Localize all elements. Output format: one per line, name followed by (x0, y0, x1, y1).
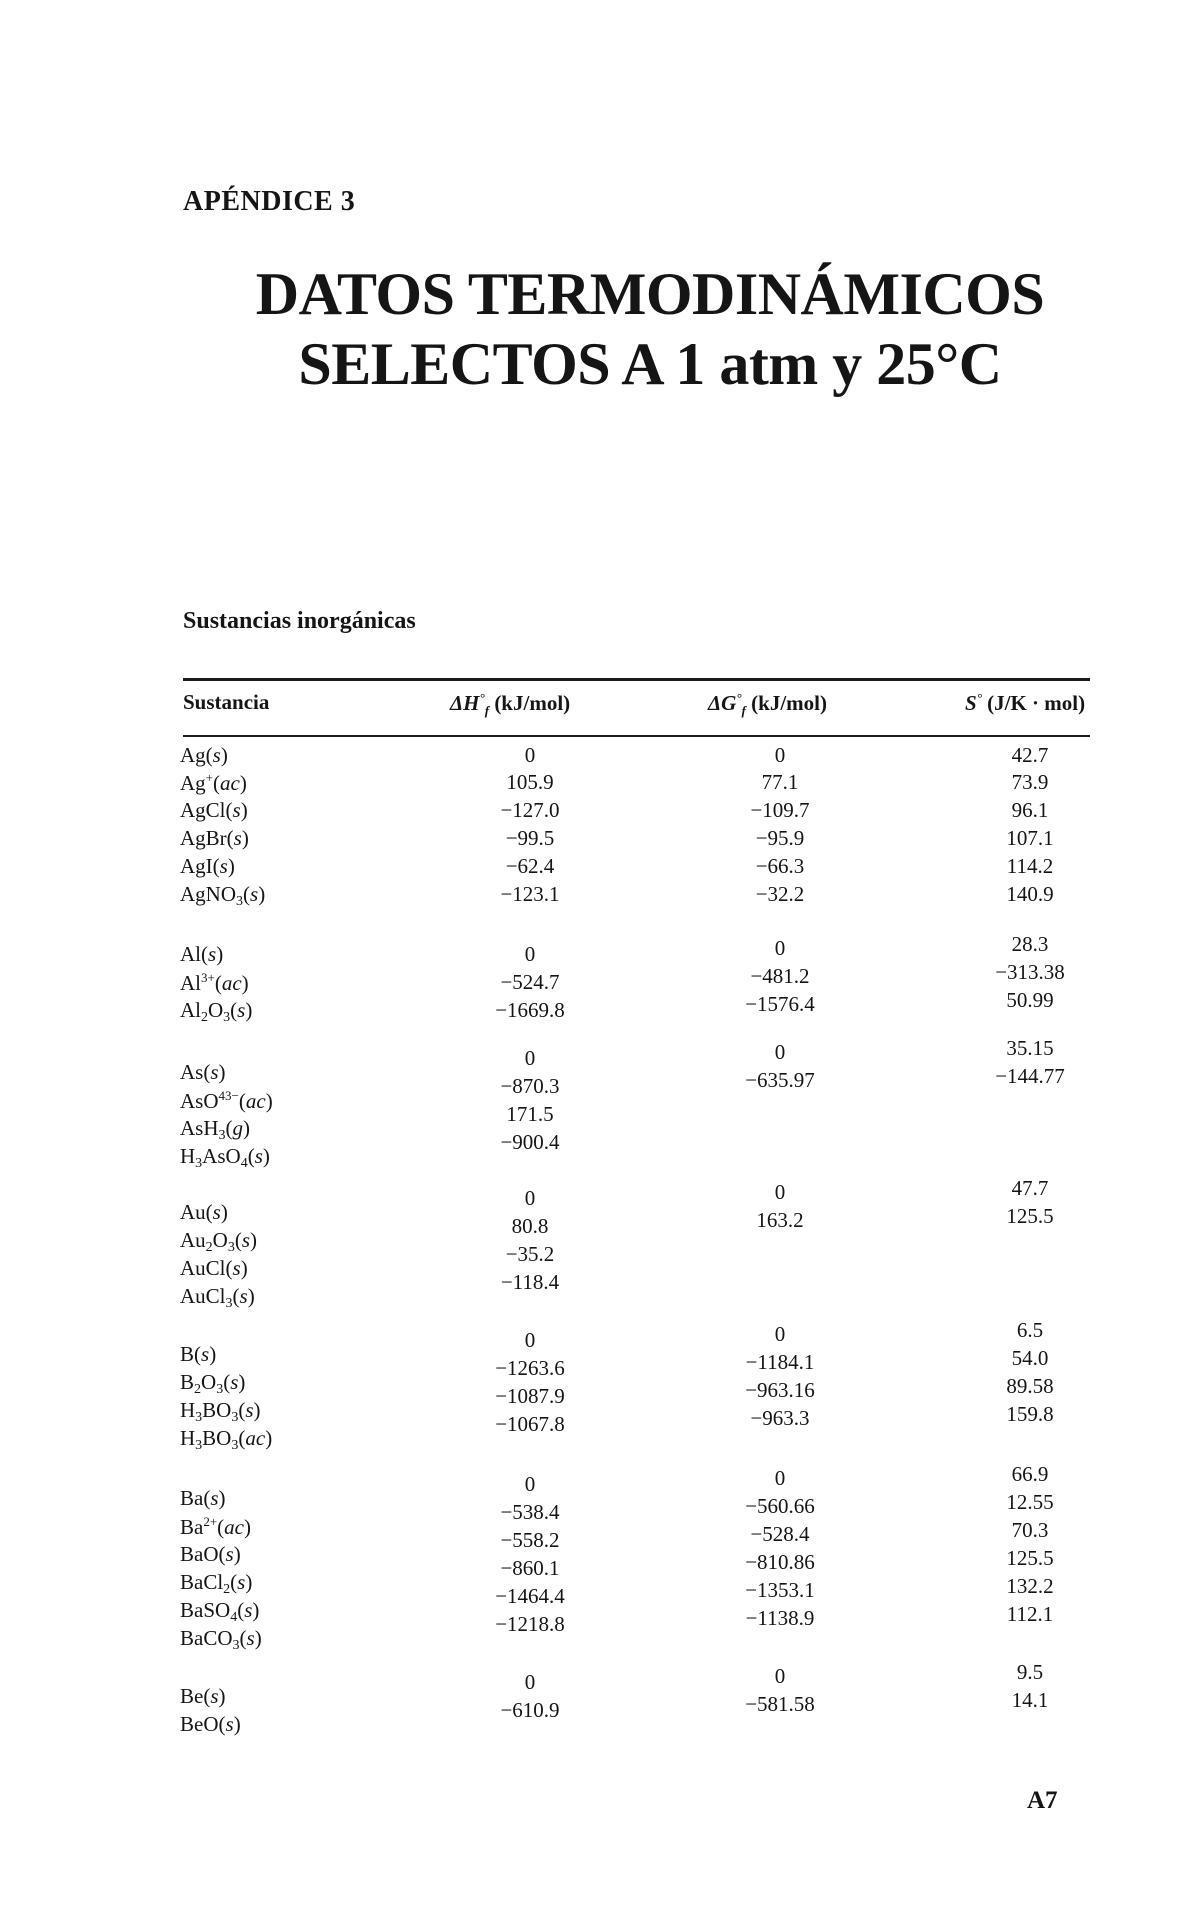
enthalpy-value: −1067.8 (495, 1412, 565, 1436)
enthalpy-value: 105.9 (506, 770, 554, 794)
substance-name: BeO(s) (180, 1712, 241, 1736)
column-header-enthalpy: $\Delta H^\circ_f$ (kJ/mol) (450, 690, 571, 719)
page-title-line-2: SELECTOS A 1 atm y 25°C (298, 331, 1002, 397)
section-heading: Sustancias inorgánicas (183, 608, 416, 634)
enthalpy-value: 0 (524, 1328, 536, 1352)
entropy-value: 9.5 (1016, 1660, 1044, 1684)
column-header-gibbs: $\Delta G^\circ_f$ (kJ/mol) (708, 690, 827, 719)
gibbs-value: −810.86 (745, 1550, 815, 1574)
substance-name: As(s) (180, 1060, 226, 1084)
entropy-value: 112.1 (1006, 1602, 1054, 1626)
substance-name: AsO$^{43-}$(ac) (180, 1088, 273, 1113)
substance-name: Al(s) (180, 942, 224, 966)
gibbs-value: 0 (774, 743, 786, 767)
entropy-value: 132.2 (1006, 1574, 1054, 1598)
entropy-value: 14.1 (1011, 1688, 1049, 1712)
substance-name: Ag(s) (180, 743, 228, 767)
substance-name: $Au_2O_3(s)$ (180, 1228, 258, 1255)
substance-name: BaCO$_3$(s) (180, 1626, 262, 1653)
substance-name: Ag+(ac) (180, 770, 247, 795)
gibbs-value: −481.2 (750, 964, 810, 988)
page-number: A7 (1027, 1787, 1058, 1814)
enthalpy-value: −62.4 (505, 854, 555, 878)
enthalpy-value: 0 (524, 1472, 536, 1496)
entropy-value: 114.2 (1006, 854, 1054, 878)
gibbs-value: −963.16 (745, 1378, 815, 1402)
entropy-value: 125.5 (1006, 1546, 1054, 1570)
substance-name: $H_3AsO_4(s)$ (180, 1144, 270, 1171)
substance-name: BaSO$_4$(s) (180, 1598, 260, 1625)
enthalpy-value: −1218.8 (495, 1612, 565, 1636)
enthalpy-value: −1087.9 (495, 1384, 565, 1408)
entropy-value: 89.58 (1006, 1374, 1054, 1398)
column-header-entropy: S° (J/K · mol) (965, 690, 1086, 715)
gibbs-value: 77.1 (761, 770, 799, 794)
substance-name: AsH$_3$(g) (180, 1116, 251, 1143)
entropy-value: 12.55 (1006, 1490, 1054, 1514)
enthalpy-value: −35.2 (505, 1242, 555, 1266)
entropy-value: 28.3 (1011, 932, 1049, 956)
entropy-value: 159.8 (1006, 1402, 1054, 1426)
substance-name: AgCl(s) (180, 798, 248, 822)
enthalpy-value: −538.4 (500, 1500, 560, 1524)
substance-name: $H_3BO_3(s)$ (180, 1398, 261, 1425)
gibbs-value: 0 (774, 1322, 786, 1346)
gibbs-value: 0 (774, 936, 786, 960)
enthalpy-value: 0 (524, 743, 536, 767)
entropy-value: 35.15 (1006, 1036, 1054, 1060)
enthalpy-value: −558.2 (500, 1528, 560, 1552)
entropy-value: 42.7 (1011, 743, 1049, 767)
substance-name: Ba(s) (180, 1486, 226, 1510)
gibbs-value: 0 (774, 1040, 786, 1064)
substance-name: AuCl(s) (180, 1256, 248, 1280)
enthalpy-value: −123.1 (500, 882, 560, 906)
entropy-value: −313.38 (995, 960, 1065, 984)
column-header-substance: Sustancia (183, 690, 270, 714)
enthalpy-value: −610.9 (500, 1698, 560, 1722)
enthalpy-value: −127.0 (500, 798, 560, 822)
page-title-line-1: DATOS TERMODINÁMICOS (255, 261, 1045, 327)
substance-name: Au(s) (180, 1200, 228, 1224)
gibbs-value: −635.97 (745, 1068, 815, 1092)
entropy-value: 70.3 (1011, 1518, 1049, 1542)
substance-name: $Ba^{2+}(ac)$ (180, 1514, 251, 1539)
substance-name: AuCl$_3$(s) (180, 1284, 255, 1311)
gibbs-value: −109.7 (750, 798, 810, 822)
substance-name: $Al^{3+}(ac)$ (180, 970, 249, 995)
gibbs-value: 0 (774, 1664, 786, 1688)
substance-name: AgI(s) (180, 854, 235, 878)
gibbs-value: 0 (774, 1466, 786, 1490)
entropy-value: 140.9 (1006, 882, 1054, 906)
entropy-value: 73.9 (1011, 770, 1049, 794)
gibbs-value: −1576.4 (745, 992, 815, 1016)
gibbs-value: −560.66 (745, 1494, 815, 1518)
entropy-value: 125.5 (1006, 1204, 1054, 1228)
entropy-value: 54.0 (1011, 1346, 1049, 1370)
gibbs-value: −581.58 (745, 1692, 815, 1716)
enthalpy-value: −1263.6 (495, 1356, 565, 1380)
enthalpy-value: 0 (524, 1046, 536, 1070)
substance-name: AgBr(s) (180, 826, 249, 850)
substance-name: B(s) (180, 1342, 217, 1366)
entropy-value: 107.1 (1006, 826, 1054, 850)
gibbs-value: 0 (774, 1180, 786, 1204)
substance-name: $B_2O_3(s)$ (180, 1370, 246, 1397)
gibbs-value: −963.3 (750, 1406, 810, 1430)
enthalpy-value: 0 (524, 942, 536, 966)
substance-name: $H_3BO_3(ac)$ (180, 1426, 273, 1453)
substance-name: $Al_2O_3(s)$ (180, 998, 253, 1025)
gibbs-value: −1353.1 (745, 1578, 815, 1602)
gibbs-value: −95.9 (755, 826, 805, 850)
substance-name: AgNO$_3$(s) (180, 882, 266, 909)
enthalpy-value: −99.5 (505, 826, 555, 850)
appendix-label: APÉNDICE 3 (183, 186, 356, 217)
substance-name: BaCl$_2$(s) (180, 1570, 253, 1597)
substance-name: BaO(s) (180, 1542, 241, 1566)
substance-name: Be(s) (180, 1684, 226, 1708)
gibbs-value: −1138.9 (745, 1606, 815, 1630)
enthalpy-value: 0 (524, 1186, 536, 1210)
gibbs-value: 163.2 (756, 1208, 804, 1232)
entropy-value: 50.99 (1006, 988, 1054, 1012)
enthalpy-value: 171.5 (506, 1102, 554, 1126)
enthalpy-value: −1464.4 (495, 1584, 565, 1608)
gibbs-value: −66.3 (755, 854, 805, 878)
enthalpy-value: −870.3 (500, 1074, 560, 1098)
enthalpy-value: 0 (524, 1670, 536, 1694)
enthalpy-value: −1669.8 (495, 998, 565, 1022)
entropy-value: 66.9 (1011, 1462, 1049, 1486)
enthalpy-value: −524.7 (500, 970, 560, 994)
gibbs-value: −1184.1 (745, 1350, 815, 1374)
gibbs-value: −32.2 (755, 882, 805, 906)
entropy-value: −144.77 (995, 1064, 1065, 1088)
enthalpy-value: 80.8 (511, 1214, 549, 1238)
enthalpy-value: −118.4 (500, 1270, 560, 1294)
enthalpy-value: −900.4 (500, 1130, 560, 1154)
enthalpy-value: −860.1 (500, 1556, 560, 1580)
entropy-value: 47.7 (1011, 1176, 1049, 1200)
entropy-value: 6.5 (1016, 1318, 1044, 1342)
entropy-value: 96.1 (1011, 798, 1049, 822)
gibbs-value: −528.4 (750, 1522, 810, 1546)
